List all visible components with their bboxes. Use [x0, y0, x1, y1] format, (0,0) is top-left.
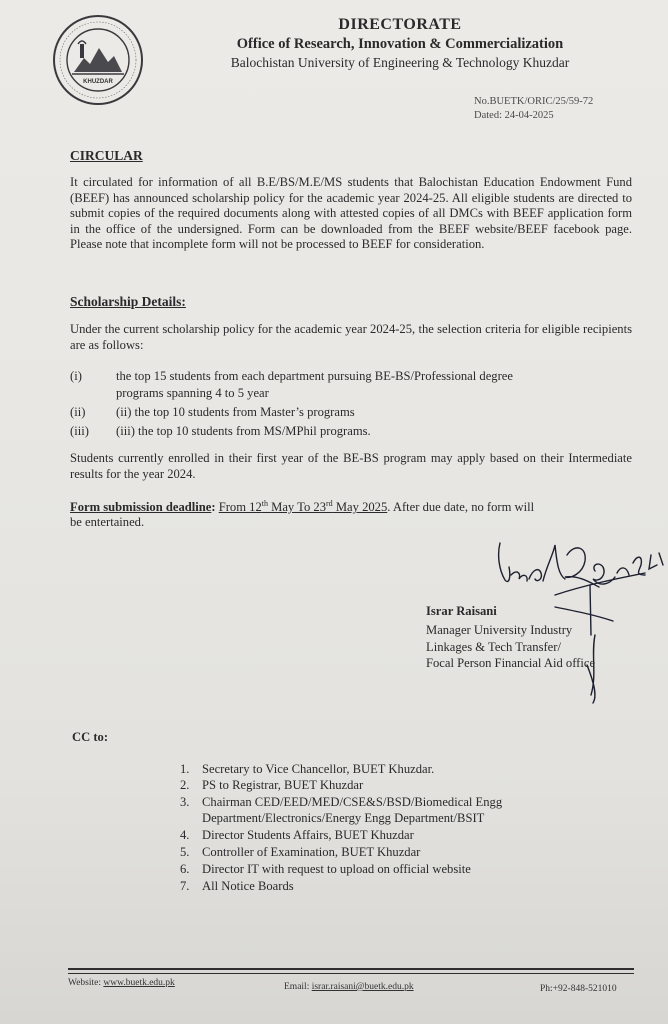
- deadline-sup-th: th: [261, 499, 268, 508]
- cc-item-text: Controller of Examination, BUET Khuzdar: [202, 845, 421, 859]
- criteria-number: (ii): [70, 405, 86, 419]
- deadline-to: May 2025: [332, 500, 388, 515]
- cc-item-number: 6.: [180, 862, 190, 876]
- criteria-text: (iii) the top 10 students from MS/MPhil programs.: [116, 424, 371, 438]
- signatory-title-1: Manager University Industry: [426, 623, 573, 637]
- footer-email-label: Email:: [284, 982, 310, 992]
- cc-item-text-continued: Department/Electronics/Energy Engg Department/BSIT: [202, 811, 485, 825]
- header-directorate: DIRECTORATE: [338, 16, 462, 33]
- cc-item-text: Chairman CED/EED/MED/CSE&S/BSD/Biomedical Engg: [202, 795, 503, 809]
- criteria-text: (ii) the top 10 students from Master’s programs: [116, 405, 355, 419]
- deadline-label: Form submission deadline: [70, 500, 212, 515]
- scholarship-heading: Scholarship Details:: [70, 294, 186, 309]
- cc-item-number: 1.: [180, 762, 190, 776]
- cc-item-text: Secretary to Vice Chancellor, BUET Khuzdar.: [202, 762, 435, 776]
- criteria-text: the top 15 students from each department pursuing BE-BS/Professional degree: [116, 369, 513, 383]
- header-university: Balochistan University of Engineering & Technology Khuzdar: [230, 55, 570, 70]
- footer-email-link[interactable]: israr.raisani@buetk.edu.pk: [311, 982, 414, 992]
- deadline-dates: [219, 500, 388, 514]
- scholarship-intro: Under the current scholarship policy for the academic year 2024-25, the selection criteria for eligible recipients are as follows:: [70, 322, 632, 352]
- first-year-note: Students currently enrolled in their first year of the BE-BS program may apply based on their Intermediate results for the year 2024.: [70, 451, 632, 481]
- signatory-name: Israr Raisani: [426, 604, 497, 618]
- circular-body: It circulated for information of all B.E/BS/M.E/MS students that Balochistan Education Endowment Fund (BEEF) has announced scholarship policy for the academic year 2024-25. All eligible students are directed to submit copies of the required documents along with attested copies of all DMCs with BEEF application form in the office of the undersigned. Form can be downloaded from the BEEF website/BEEF facebook page. Please note that incomplete form will not be processed to BEEF for consideration.: [70, 175, 632, 251]
- cc-item-text: PS to Registrar, BUET Khuzdar: [202, 778, 364, 792]
- footer-email: [284, 982, 414, 992]
- deadline-after: . After due date, no form will: [387, 500, 535, 515]
- university-seal-logo: [52, 14, 144, 106]
- cc-item-number: 4.: [180, 828, 190, 842]
- footer-website: [68, 978, 175, 988]
- header-office: Office of Research, Innovation & Commercialization: [236, 36, 564, 52]
- cc-item-number: 3.: [180, 795, 190, 809]
- cc-item-number: 2.: [180, 778, 190, 792]
- cc-item-text: All Notice Boards: [202, 879, 294, 893]
- cc-item-number: 5.: [180, 845, 190, 859]
- footer-website-link[interactable]: www.buetk.edu.pk: [103, 978, 175, 988]
- deadline-sup-rd: rd: [326, 499, 333, 508]
- cc-item-text: Director IT with request to upload on official website: [202, 862, 471, 876]
- footer-rule-thin: [68, 973, 634, 974]
- deadline-mid: May To 23: [268, 500, 327, 515]
- signatory-title-2: Linkages & Tech Transfer/: [426, 640, 561, 654]
- deadline-from: From 12: [218, 500, 262, 515]
- footer-phone: Ph:+92-848-521010: [540, 984, 617, 994]
- reference-number: No.BUETK/ORIC/25/59-72: [474, 96, 594, 107]
- criteria-number: (i): [70, 369, 82, 383]
- signatory-title-3: Focal Person Financial Aid office: [426, 656, 596, 670]
- cc-heading: CC to:: [72, 730, 109, 744]
- cc-item-number: 7.: [180, 879, 190, 893]
- circular-heading: CIRCULAR: [70, 148, 143, 163]
- deadline-line: [70, 499, 534, 515]
- handwritten-signature: [495, 525, 668, 705]
- deadline-colon: :: [211, 500, 216, 515]
- seal-text: KHUZDAR: [83, 79, 113, 85]
- footer-rule-thick: [68, 968, 634, 970]
- criteria-number: (iii): [70, 424, 89, 438]
- criteria-text-continued: programs spanning 4 to 5 year: [116, 386, 269, 400]
- reference-date: Dated: 24-04-2025: [474, 110, 554, 121]
- cc-item-text: Director Students Affairs, BUET Khuzdar: [202, 828, 414, 842]
- deadline-after-continued: be entertained.: [70, 515, 145, 529]
- footer-website-label: Website:: [68, 978, 102, 988]
